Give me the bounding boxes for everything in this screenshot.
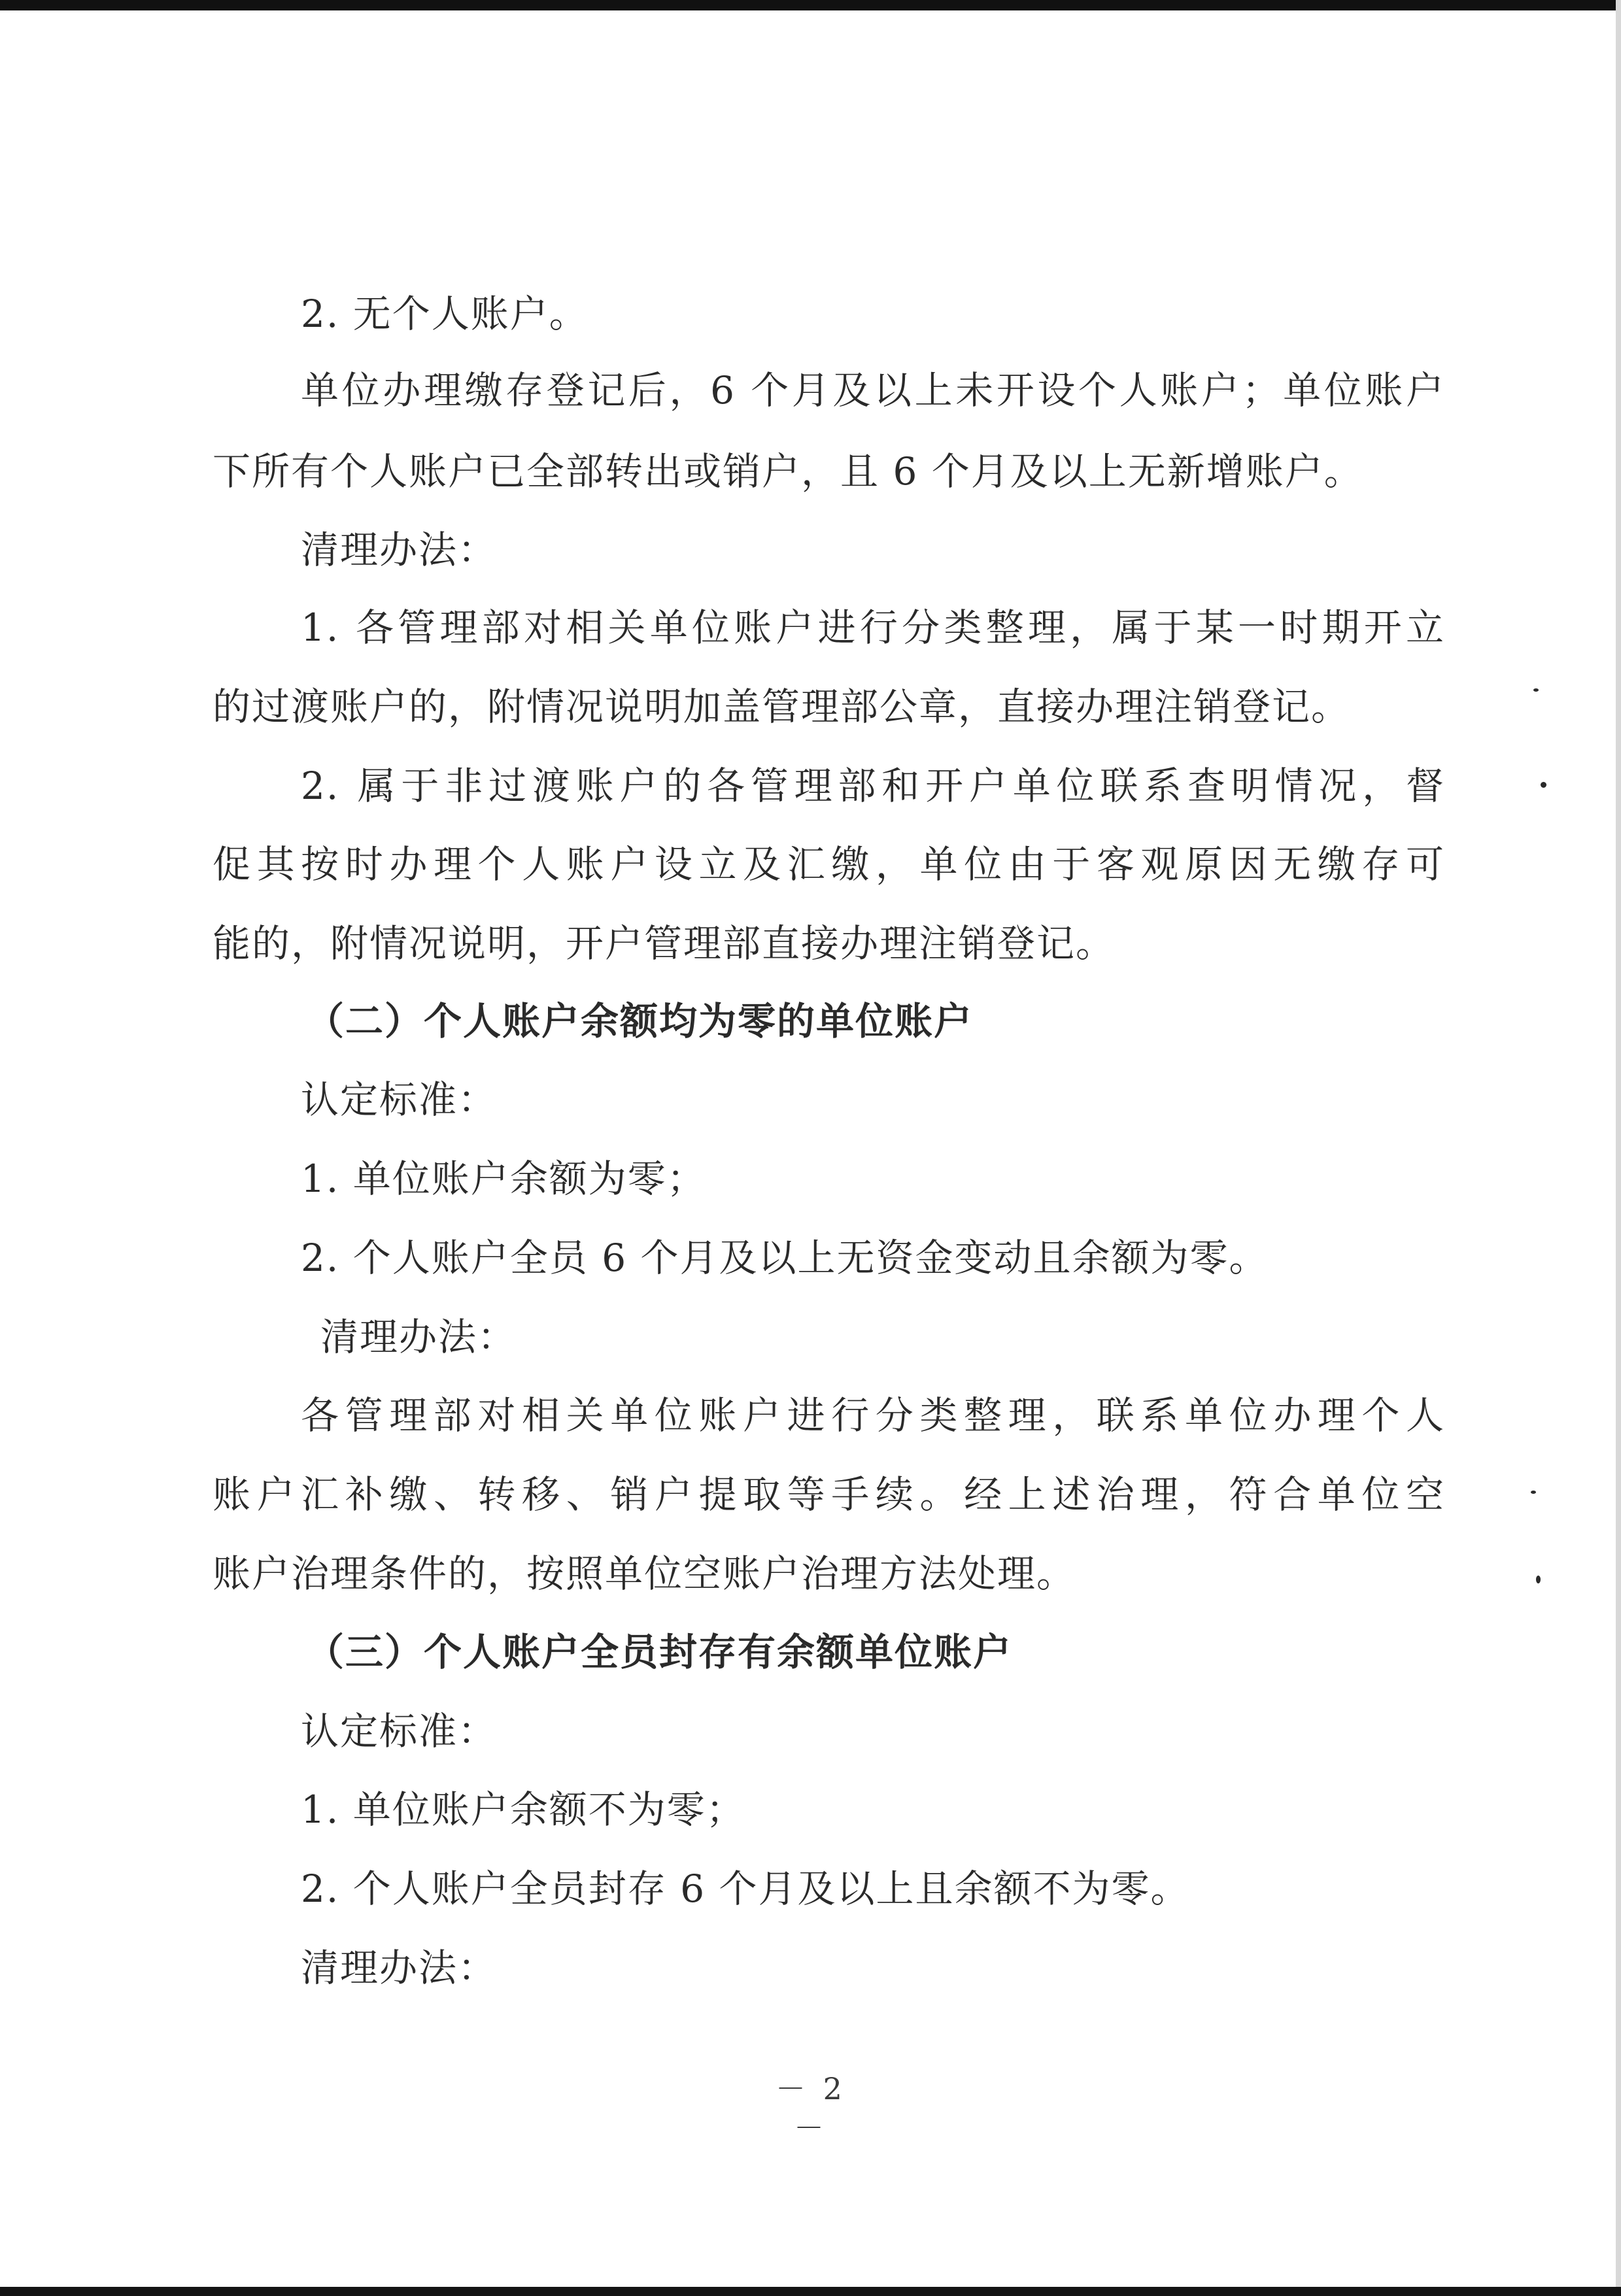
scan-speck <box>1536 1576 1541 1583</box>
scan-right-edge <box>1616 0 1621 2296</box>
paragraph-line: 促其按时办理个人账户设立及汇缴，单位由于客观原因无缴存可 <box>213 842 1445 886</box>
criteria-item: 2. 个人账户全员 6 个月及以上无资金变动且余额为零。 <box>301 1236 1269 1280</box>
paragraph-line: 能的，附情况说明，开户管理部直接办理注销登记。 <box>213 921 1116 966</box>
paragraph-line: 各管理部对相关单位账户进行分类整理，联系单位办理个人 <box>301 1393 1445 1438</box>
section-heading-2: （二）个人账户余额均为零的单位账户 <box>306 999 974 1043</box>
scan-top-edge <box>0 0 1621 10</box>
paragraph-line: 1. 各管理部对相关单位账户进行分类整理，属于某一时期开立 <box>301 605 1445 650</box>
scan-bottom-edge <box>0 2287 1621 2296</box>
item-no-personal-account: 2. 无个人账户。 <box>301 292 589 336</box>
subheading-criteria: 认定标准： <box>301 1077 498 1122</box>
scan-speck <box>1531 1491 1536 1494</box>
subheading-criteria: 认定标准： <box>301 1709 498 1753</box>
paragraph-line: 的过渡账户的，附情况说明加盖管理部公章，直接办理注销登记。 <box>213 684 1351 729</box>
paragraph-line: 账户治理条件的，按照单位空账户治理方法处理。 <box>213 1551 1076 1596</box>
scan-speck <box>1533 688 1539 692</box>
paragraph-line: 2. 属于非过渡账户的各管理部和开户单位联系查明情况，督 <box>301 764 1445 808</box>
criteria-item: 1. 单位账户余额不为零； <box>301 1787 745 1832</box>
subheading-cleanup-method: 清理办法： <box>301 1946 498 1990</box>
paragraph-line: 下所有个人账户已全部转出或销户，且 6 个月及以上无新增账户。 <box>213 449 1363 494</box>
subheading-cleanup-method: 清理办法： <box>320 1315 517 1359</box>
paragraph-line: 账户汇补缴、转移、销户提取等手续。经上述治理，符合单位空 <box>213 1472 1445 1517</box>
scan-speck <box>1541 782 1546 788</box>
page-number: － 2 － <box>776 2071 846 2146</box>
criteria-item: 2. 个人账户全员封存 6 个月及以上且余额不为零。 <box>301 1866 1190 1911</box>
criteria-item: 1. 单位账户余额为零； <box>301 1156 706 1201</box>
section-heading-3: （三）个人账户全员封存有余额单位账户 <box>306 1630 1013 1674</box>
paragraph-line: 单位办理缴存登记后，6 个月及以上未开设个人账户；单位账户 <box>301 368 1445 413</box>
subheading-cleanup-method: 清理办法： <box>301 528 498 572</box>
